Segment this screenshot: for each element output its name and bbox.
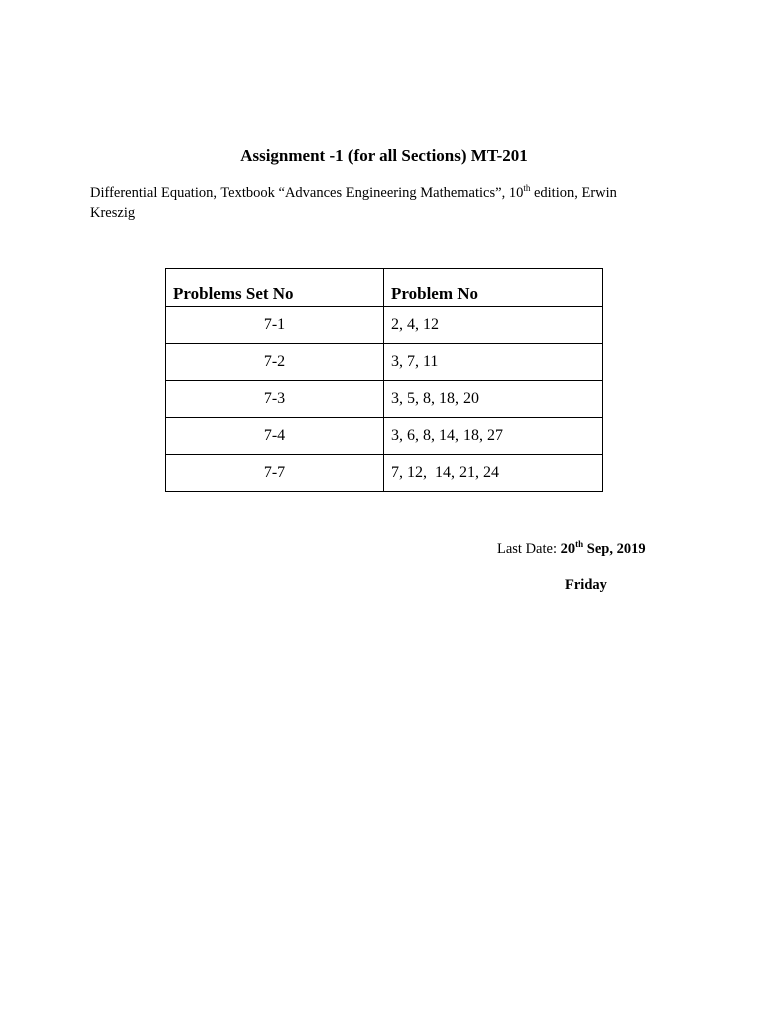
problem-numbers-cell: 7, 12, 14, 21, 24 [384, 455, 603, 492]
problem-set-cell: 7-7 [166, 455, 384, 492]
problem-set-cell: 7-4 [166, 418, 384, 455]
textbook-description [90, 183, 690, 223]
description-text-line2: Kreszig [90, 205, 136, 221]
last-date [497, 541, 646, 558]
problem-set-cell: 7-1 [166, 307, 384, 344]
table-row [166, 344, 603, 381]
description-text-part2: edition, Erwin [530, 185, 617, 201]
last-date-day-suffix: th [575, 539, 584, 550]
table-header-row [166, 269, 603, 307]
due-weekday: Friday [565, 577, 607, 593]
table-row [166, 455, 603, 492]
problem-set-cell: 7-3 [166, 381, 384, 418]
edition-superscript: th [523, 183, 531, 194]
problem-set-cell: 7-2 [166, 344, 384, 381]
description-text-part1: Differential Equation, Textbook “Advances Engineering Mathematics”, 10 [90, 185, 524, 201]
problem-numbers-cell: 3, 5, 8, 18, 20 [384, 381, 603, 418]
problem-numbers-cell: 3, 6, 8, 14, 18, 27 [384, 418, 603, 455]
header-problems-set-no: Problems Set No [166, 269, 384, 307]
last-date-value [561, 541, 646, 557]
header-problem-no: Problem No [384, 269, 603, 307]
last-date-day: 20 [560, 541, 576, 557]
document-title: Assignment -1 (for all Sections) MT-201 [240, 146, 528, 165]
problem-numbers-cell: 2, 4, 12 [384, 307, 603, 344]
problems-table [165, 268, 603, 492]
table-row [166, 381, 603, 418]
last-date-label: Last Date: [497, 541, 561, 557]
last-date-month-year: Sep, 2019 [583, 541, 646, 557]
problem-numbers-cell: 3, 7, 11 [384, 344, 603, 381]
table-row [166, 418, 603, 455]
table-row [166, 307, 603, 344]
